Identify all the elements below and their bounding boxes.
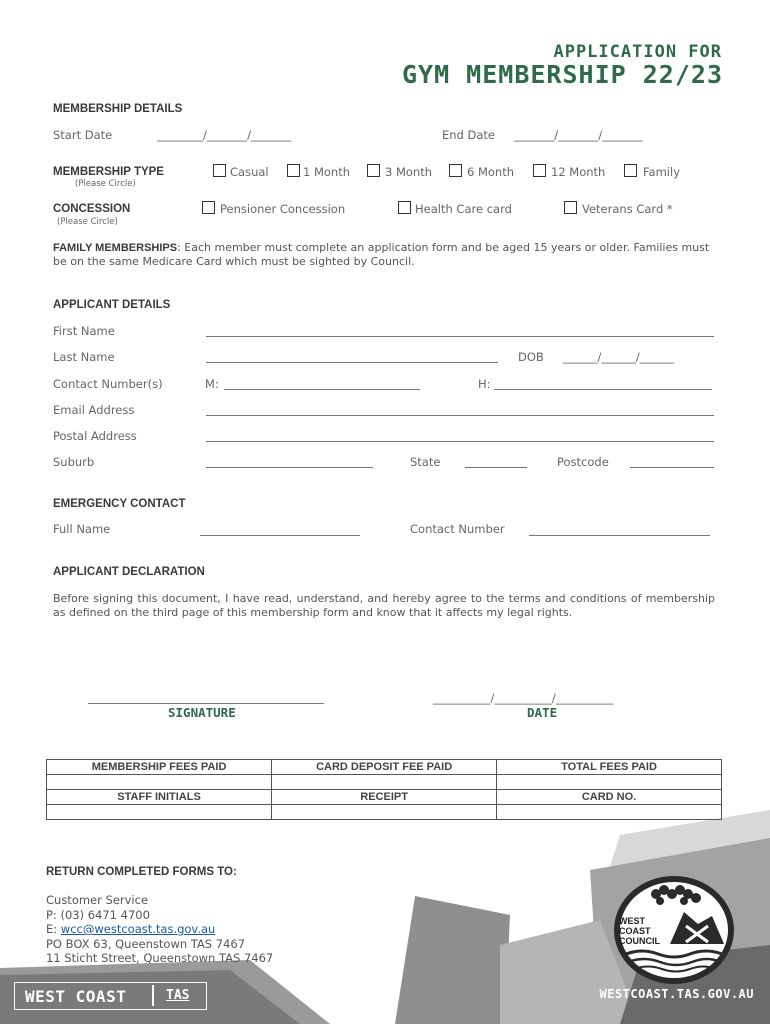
office-use-table (46, 759, 722, 820)
membership-type-heading: MEMBERSHIP TYPE (53, 166, 164, 178)
membership-fees-paid-header: MEMBERSHIP FEES PAID (47, 760, 272, 775)
family-memberships-note (53, 241, 718, 269)
card-deposit-fee-cell[interactable] (272, 775, 497, 790)
casual-option-label: Casual (230, 165, 269, 179)
twelve-month-checkbox[interactable] (533, 164, 546, 177)
last-name-field[interactable] (206, 362, 498, 363)
last-name-label: Last Name (53, 350, 115, 364)
emergency-full-name-field[interactable] (200, 535, 360, 536)
email-address-field[interactable] (206, 415, 714, 416)
concession-heading: CONCESSION (53, 203, 131, 215)
state-field[interactable] (465, 467, 527, 468)
one-month-checkbox[interactable] (287, 164, 300, 177)
postcode-label: Postcode (557, 455, 609, 469)
start-date-field[interactable]: ________/_______/_______ (157, 128, 292, 142)
council-seal-text (619, 916, 660, 946)
logo-divider (152, 985, 154, 1006)
total-fees-paid-header: TOTAL FEES PAID (497, 760, 722, 775)
twelve-month-option-label: 12 Month (551, 165, 606, 179)
page-title: GYM MEMBERSHIP 22/23 (401, 60, 723, 89)
suburb-field[interactable] (206, 467, 373, 468)
date-label: DATE (527, 705, 558, 720)
home-phone-field[interactable] (494, 389, 712, 390)
po-box-line: PO BOX 63, Queenstown TAS 7467 (46, 936, 246, 951)
total-fees-paid-cell[interactable] (497, 775, 722, 790)
card-deposit-fee-header: CARD DEPOSIT FEE PAID (272, 760, 497, 775)
first-name-label: First Name (53, 324, 115, 338)
six-month-option-label: 6 Month (467, 165, 515, 179)
dob-label: DOB (518, 350, 544, 364)
three-month-checkbox[interactable] (367, 164, 380, 177)
casual-checkbox[interactable] (213, 164, 226, 177)
email-link[interactable]: wcc@westcoast.tas.gov.au (60, 922, 216, 936)
veterans-checkbox[interactable] (564, 201, 577, 214)
state-label: State (410, 455, 441, 469)
postal-address-field[interactable] (206, 441, 714, 442)
six-month-checkbox[interactable] (449, 164, 462, 177)
one-month-option-label: 1 Month (303, 165, 351, 179)
end-date-field[interactable]: _______/_______/_______ (514, 128, 643, 142)
health-care-checkbox[interactable] (398, 201, 411, 214)
receipt-cell[interactable] (272, 805, 497, 820)
table-row (47, 805, 722, 820)
signature-field[interactable] (88, 703, 324, 704)
street-line: 11 Sticht Street, Queenstown TAS 7467 (46, 951, 274, 965)
council-seal-line1: WEST (619, 916, 645, 926)
membership-fees-paid-cell[interactable] (47, 775, 272, 790)
start-date-label: Start Date (53, 128, 113, 142)
first-name-field[interactable] (206, 336, 714, 337)
title-line-1: APPLICATION FOR (553, 42, 722, 62)
table-row (47, 775, 722, 790)
postal-address-label: Postal Address (53, 429, 137, 443)
family-option-label: Family (643, 165, 681, 179)
end-date-label: End Date (442, 128, 495, 142)
membership-type-note: (Please Circle) (75, 179, 136, 189)
suburb-label: Suburb (53, 455, 95, 469)
return-address-block (46, 893, 273, 966)
staff-initials-cell[interactable] (47, 805, 272, 820)
mobile-field[interactable] (224, 389, 420, 390)
table-row (47, 760, 722, 775)
emergency-contact-number-label: Contact Number (410, 522, 505, 536)
west-coast-tas-logo (14, 982, 207, 1010)
family-checkbox[interactable] (624, 164, 637, 177)
health-care-option-label: Health Care card (415, 202, 512, 216)
veterans-option-label: Veterans Card * (582, 202, 673, 216)
three-month-option-label: 3 Month (385, 165, 433, 179)
concession-note: (Please Circle) (57, 217, 118, 227)
table-row (47, 790, 722, 805)
mobile-prefix: M: (205, 377, 219, 391)
emergency-contact-number-field[interactable] (529, 535, 710, 536)
signature-label: SIGNATURE (168, 705, 236, 720)
postcode-field[interactable] (630, 467, 714, 468)
customer-service-line: Customer Service (46, 893, 149, 907)
emergency-contact-heading: EMERGENCY CONTACT (53, 498, 186, 510)
pensioner-checkbox[interactable] (202, 201, 215, 214)
pensioner-option-label: Pensioner Concession (220, 202, 346, 216)
family-memberships-bold: FAMILY MEMBERSHIPS (53, 242, 178, 254)
staff-initials-header: STAFF INITIALS (47, 790, 272, 805)
email-prefix: E: (46, 922, 61, 936)
applicant-details-heading: APPLICANT DETAILS (53, 299, 171, 311)
declaration-date-field[interactable]: __________/__________/__________ (433, 691, 614, 705)
membership-details-heading: MEMBERSHIP DETAILS (53, 103, 183, 115)
website-link[interactable]: WESTCOAST.TAS.GOV.AU (599, 987, 754, 1001)
tas-logo-text: TAS (166, 988, 190, 1003)
return-forms-heading: RETURN COMPLETED FORMS TO: (46, 866, 237, 878)
receipt-header: RECEIPT (272, 790, 497, 805)
card-no-cell[interactable] (497, 805, 722, 820)
declaration-text: Before signing this document, I have read, understand, and hereby agree to the terms and conditions of membership as defined on the third page of this membership form and know that it affects my legal rights. (53, 592, 715, 619)
council-seal-line3: COUNCIL (619, 936, 660, 946)
west-coast-logo-text: WEST COAST (25, 987, 127, 1006)
declaration-heading: APPLICANT DECLARATION (53, 566, 205, 578)
card-no-header: CARD NO. (497, 790, 722, 805)
phone-line: P: (03) 6471 4700 (46, 907, 150, 922)
emergency-full-name-label: Full Name (53, 522, 111, 536)
council-seal-line2: COAST (619, 926, 651, 936)
email-line (46, 922, 273, 937)
family-memberships-text: : Each member must complete an application form and be aged 15 years or older. Families must be on the same Medicare Card which must be sighted by Council. (53, 241, 710, 268)
home-prefix: H: (478, 377, 491, 391)
contact-number-label: Contact Number(s) (53, 377, 163, 391)
dob-field[interactable]: ______/______/______ (563, 350, 675, 364)
email-address-label: Email Address (53, 403, 135, 417)
